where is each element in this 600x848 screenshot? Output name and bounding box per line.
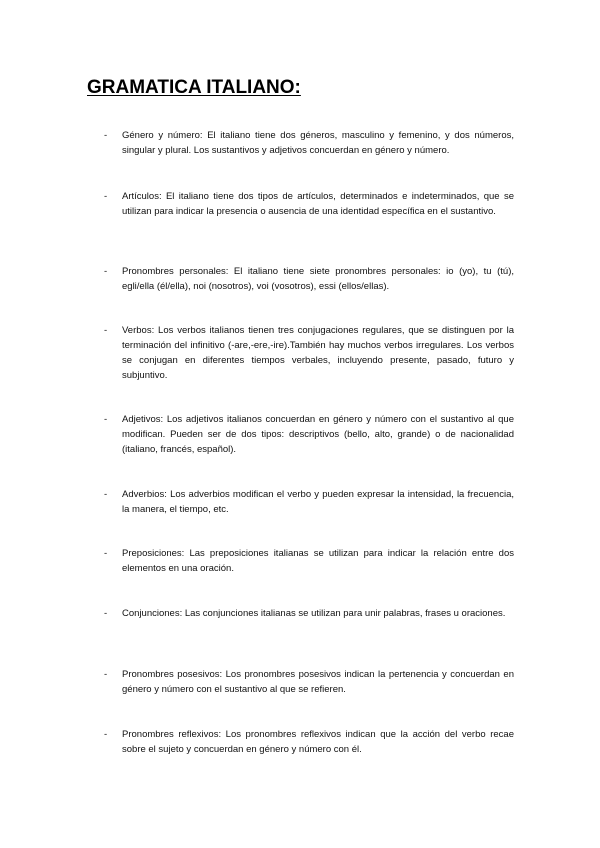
item-text: Adjetivos: Los adjetivos italianos concuerdan en género y número con el sustantivo al que modifican. Pueden ser de dos tipos: descriptivos (bello, alto, grande) o de nacionalidad (italiano, francés, español). <box>122 414 514 455</box>
bullet-dash: - <box>104 414 108 425</box>
item-text: Artículos: El italiano tiene dos tipos de artículos, determinados e indeterminados, que se utilizan para indicar la presencia o ausencia de una identidad específica en el sustantivo. <box>122 191 514 217</box>
bullet-dash: - <box>104 325 108 336</box>
bullet-dash: - <box>104 266 108 277</box>
bullet-dash: - <box>104 548 108 559</box>
item-text: Pronombres reflexivos: Los pronombres reflexivos indican que la acción del verbo recae sobre el sujeto y concuerdan en género y número con él. <box>122 729 514 755</box>
bullet-dash: - <box>104 729 108 740</box>
item-text: Preposiciones: Las preposiciones italianas se utilizan para indicar la relación entre dos elementos en una oración. <box>122 548 514 574</box>
item-text: Adverbios: Los adverbios modifican el verbo y pueden expresar la intensidad, la frecuencia, la manera, el tiempo, etc. <box>122 489 514 515</box>
bullet-dash: - <box>104 191 108 202</box>
item-text: Pronombres posesivos: Los pronombres posesivos indican la pertenencia y concuerdan en género y número con el sustantivo al que se refieren. <box>122 669 514 695</box>
bullet-dash: - <box>104 130 108 141</box>
bullet-dash: - <box>104 489 108 500</box>
bullet-dash: - <box>104 669 108 680</box>
item-text: Conjunciones: Las conjunciones italianas se utilizan para unir palabras, frases u oraciones. <box>122 608 506 619</box>
item-text: Género y número: El italiano tiene dos géneros, masculino y femenino, y dos números, singular y plural. Los sustantivos y adjetivos concuerdan en género y número. <box>122 130 514 156</box>
item-text: Pronombres personales: El italiano tiene siete pronombres personales: io (yo), tu (tú), egli/ella (él/ella), noi (nosotros), voi (vosotros), essi (ellos/ellas). <box>122 266 514 292</box>
page-title: GRAMATICA ITALIANO: <box>87 77 301 98</box>
item-text: Verbos: Los verbos italianos tienen tres conjugaciones regulares, que se distinguen por la terminación del infinitivo (-are,-ere,-ire).También hay muchos verbos irregulares. Los verbos se conjugan en diferentes tiempos verbales, incluyendo presente, pasado, futuro y subjuntivo. <box>122 325 514 381</box>
bullet-dash: - <box>104 608 108 619</box>
